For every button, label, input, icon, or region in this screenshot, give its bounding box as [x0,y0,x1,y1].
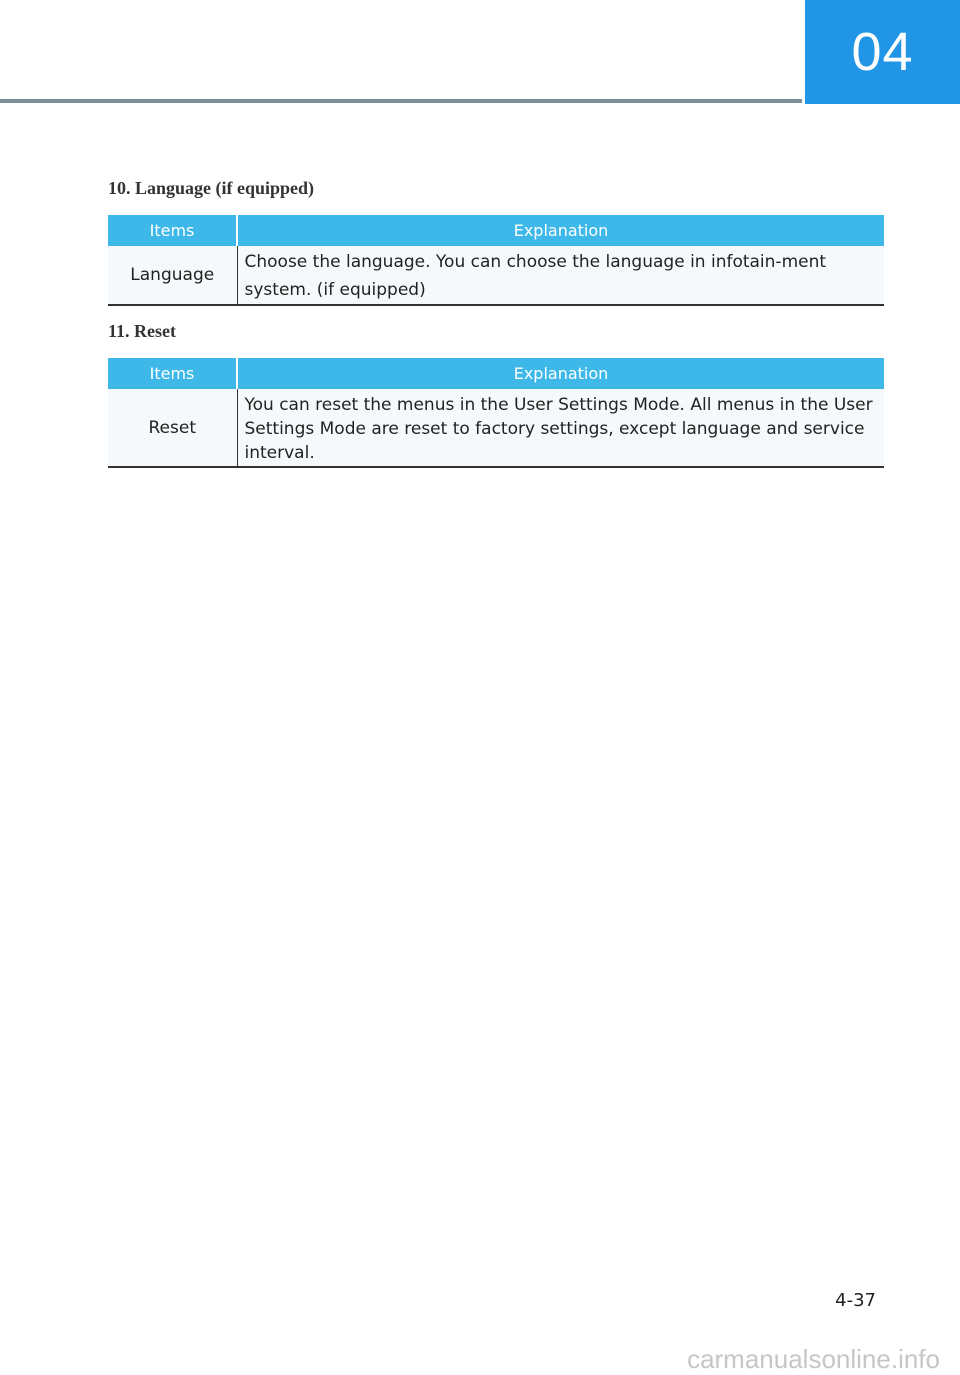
reset-table [108,358,884,468]
section-reset [108,319,884,468]
section-language [108,176,884,306]
section-title: 11. Reset [108,321,176,341]
explanation-cell: Choose the language. You can choose the language in infotain-ment system. (if equipped) [237,246,884,305]
item-cell: Language [108,246,237,305]
table-header-row [108,215,884,246]
column-header-explanation: Explanation [237,358,884,389]
table-header-row [108,358,884,389]
watermark-link[interactable]: carmanualsonline.info [687,1344,940,1374]
explanation-cell: You can reset the menus in the User Settings Mode. All menus in the User Settings Mode are reset to factory settings, except language and service interval. [237,389,884,467]
column-header-items: Items [108,215,237,246]
section-title: 10. Language (if equipped) [108,178,315,198]
table-row [108,246,884,305]
language-table [108,215,884,306]
chapter-number: 04 [805,0,960,104]
table-row [108,389,884,467]
item-cell: Reset [108,389,237,467]
header-rule [0,99,802,103]
column-header-items: Items [108,358,237,389]
page-number: 4-37 [835,1290,876,1311]
column-header-explanation: Explanation [237,215,884,246]
